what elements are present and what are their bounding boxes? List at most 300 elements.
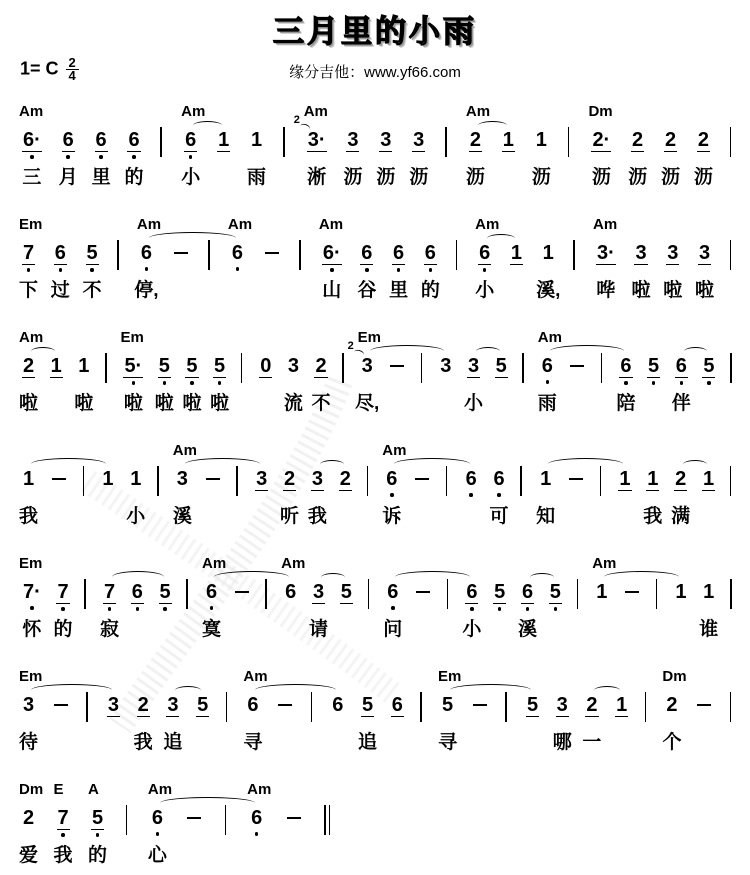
note-number: 3 (698, 242, 711, 264)
barline-mark (656, 579, 658, 609)
note-number: 6 (387, 581, 399, 603)
barline-mark (157, 466, 159, 496)
octave-dot (59, 268, 63, 272)
barline (299, 242, 303, 270)
note (196, 694, 209, 717)
note (702, 355, 715, 385)
note-number: 1 (218, 129, 230, 151)
note-number: 6 (393, 242, 405, 264)
chord-label: Am (19, 329, 44, 346)
slur-arc (193, 121, 222, 130)
dash-mark (54, 704, 68, 706)
note (311, 355, 331, 414)
barline (126, 807, 130, 835)
chord-label: Dm (588, 103, 613, 120)
chord-label: Am (382, 442, 407, 459)
lyric-syllable: 啦 (695, 280, 715, 301)
barline-mark (730, 692, 732, 722)
slur-arc (476, 347, 500, 356)
barline-mark (601, 353, 603, 383)
octave-dot (255, 832, 259, 836)
barline-mark (83, 466, 85, 496)
note-number: 5· (124, 355, 143, 377)
chord-label: Dm (662, 668, 687, 685)
note-number: 6 (251, 807, 263, 829)
barline-mark (299, 240, 301, 270)
barline (730, 355, 734, 383)
note-number: 1 (130, 468, 142, 490)
lyric-syllable: 月 (58, 167, 78, 188)
lyric-syllable: 我 (307, 506, 327, 527)
lyric-syllable: 小 (181, 167, 201, 188)
note-number: 6· (23, 129, 41, 151)
lyric-syllable: 三 (22, 167, 42, 188)
note-number: 5 (340, 581, 352, 603)
note-number: 5 (442, 694, 454, 716)
tie-arc (149, 232, 236, 244)
duration-dash (263, 242, 281, 254)
note (19, 468, 39, 527)
barline (83, 468, 87, 496)
note (107, 694, 120, 717)
note-number: 2 (469, 129, 481, 151)
barline (265, 581, 269, 609)
octave-dot (470, 607, 474, 611)
barline-mark (84, 579, 86, 609)
octave-dot (27, 268, 31, 272)
note-number: 6 (185, 129, 197, 151)
dash-mark (390, 365, 404, 367)
lyric-syllable: 沥 (409, 167, 429, 188)
octave-dot (30, 606, 34, 610)
notation-line (19, 442, 734, 527)
note-number: 2 (664, 129, 677, 151)
barline-mark (730, 579, 732, 609)
time-signature-numerator: 2 (68, 55, 76, 70)
final-barline (324, 807, 337, 835)
note-number: 6· (322, 242, 341, 264)
note-number: 5 (526, 694, 539, 716)
note-number: 7· (23, 581, 41, 603)
lyric-syllable: 谷 (357, 280, 377, 301)
note-number: 2 (23, 355, 35, 377)
chord-label: Am (475, 216, 500, 233)
meta-row (0, 55, 750, 89)
note-number: 6 (465, 468, 477, 490)
note (536, 242, 561, 301)
barline (226, 694, 230, 722)
chord-label: Dm (19, 781, 44, 798)
barline (730, 129, 734, 157)
chord-label: Am (172, 442, 197, 459)
note (618, 468, 631, 491)
note-number: 3 (667, 242, 679, 264)
chord-label: Am (318, 216, 344, 233)
chord-label: Em (357, 329, 381, 346)
lyric-syllable: 心 (147, 845, 167, 866)
lyric-syllable: 谁 (699, 619, 719, 640)
note (643, 468, 663, 527)
chord-label: Em (120, 329, 144, 346)
note-number: 6 (231, 242, 243, 264)
tie-arc (185, 458, 260, 470)
barline (84, 581, 88, 609)
barline-mark (730, 466, 732, 496)
lyric-syllable: 哗 (596, 280, 616, 301)
octave-dot (429, 268, 433, 272)
note-number: 1 (542, 242, 554, 264)
lyric-syllable: 里 (91, 167, 111, 188)
lyric-syllable: 的 (88, 845, 108, 866)
lyric-syllable: 寻 (243, 732, 263, 753)
note-number: 6 (285, 581, 297, 603)
barline-mark (117, 240, 119, 270)
note (549, 581, 562, 611)
note (357, 242, 377, 301)
lyric-syllable: 啦 (182, 393, 202, 414)
dash-mark (473, 704, 487, 706)
barline (105, 355, 109, 383)
note (347, 329, 381, 414)
note (537, 329, 562, 414)
lyric-syllable: 不 (311, 393, 331, 414)
note (172, 442, 197, 527)
lyric-syllable: 我 (133, 732, 153, 753)
dash-mark (569, 478, 583, 480)
lyric-syllable: 问 (383, 619, 403, 640)
lyric-syllable: 啦 (154, 393, 174, 414)
lyric-syllable: 尽, (355, 393, 380, 414)
note-number: 6 (620, 355, 632, 377)
note-number: 2 (632, 129, 644, 151)
barline-mark (445, 127, 447, 157)
lyric-syllable: 追 (358, 732, 378, 753)
chord-label: Am (303, 103, 328, 120)
dash-mark (235, 591, 249, 593)
octave-dot (526, 607, 530, 611)
note (247, 129, 267, 188)
octave-dot (330, 268, 334, 272)
note (389, 242, 409, 301)
note (307, 468, 327, 527)
note (663, 242, 683, 301)
barline-mark (265, 579, 267, 609)
barline (601, 355, 605, 383)
dash-mark (52, 478, 66, 480)
note (465, 103, 491, 188)
barline-mark (456, 240, 458, 270)
lyric-syllable: 满 (671, 506, 691, 527)
note (74, 355, 94, 414)
note-number: 5 (158, 355, 170, 377)
chord-label: Am (227, 216, 253, 233)
note (134, 216, 162, 301)
note (588, 103, 613, 188)
octave-dot (189, 155, 193, 159)
note-number: 1 (596, 581, 608, 603)
tie-arc (604, 571, 679, 583)
note-number: 2 (283, 468, 296, 490)
barline (730, 694, 734, 722)
note-number: 2 (339, 468, 351, 490)
notation-line (19, 555, 734, 640)
notation-line (19, 103, 734, 188)
octave-dot (236, 267, 240, 271)
note (50, 355, 63, 378)
note-number: 5 (494, 581, 506, 603)
lyric-syllable: 沥 (693, 167, 713, 188)
note (582, 694, 602, 753)
note (163, 694, 183, 753)
octave-dot (218, 381, 222, 385)
lyric-syllable: 可 (489, 506, 509, 527)
note (120, 329, 144, 414)
lyric-syllable: 雨 (247, 167, 267, 188)
note (383, 581, 403, 640)
lyric-syllable: 听 (280, 506, 300, 527)
note (510, 242, 523, 265)
note-number: 3· (597, 242, 615, 264)
note-number: 7 (57, 807, 69, 829)
tie-arc (31, 458, 106, 470)
note (702, 468, 715, 491)
slur-arc (31, 347, 55, 356)
token-row (19, 555, 734, 640)
barline-mark (505, 692, 507, 722)
lyric-syllable: 我 (19, 506, 39, 527)
note (420, 242, 440, 301)
note-number: 6 (128, 129, 140, 151)
chord-label: Am (147, 781, 173, 798)
note-number: 6 (493, 468, 505, 490)
note (126, 468, 146, 527)
note-number: 1 (647, 468, 659, 490)
lyric-syllable: 追 (163, 732, 183, 753)
barline (208, 242, 212, 270)
tie-arc (370, 345, 444, 357)
lyric-syllable: 里 (389, 280, 409, 301)
note (247, 781, 272, 836)
note (202, 555, 227, 640)
lyric-syllable: 停, (134, 280, 159, 301)
lyric-syllable: 沥 (376, 167, 396, 188)
note (439, 355, 452, 377)
note (281, 555, 306, 603)
duration-dash (695, 694, 713, 706)
note (628, 129, 648, 188)
lyric-syllable: 啦 (19, 393, 39, 414)
grace-note: 2 (293, 114, 300, 126)
note (358, 694, 378, 753)
note (674, 581, 687, 603)
note (339, 468, 352, 491)
slur-arc (684, 347, 707, 356)
barline-mark (105, 353, 107, 383)
note-number: 5 (495, 355, 507, 377)
lyric-syllable: 怀 (22, 619, 42, 640)
octave-dot (624, 381, 628, 385)
octave-dot (397, 268, 401, 272)
note-number: 3 (287, 355, 299, 377)
slur-arc (321, 573, 345, 582)
chord-label: A (88, 781, 99, 798)
tie-arc (548, 458, 623, 470)
note-number: 1 (102, 468, 114, 490)
notation-line (19, 216, 734, 301)
slur-arc (175, 686, 201, 695)
note-number: 5 (214, 355, 226, 377)
lyric-syllable: 请 (308, 619, 329, 640)
octave-dot (652, 381, 656, 385)
note (593, 216, 618, 301)
barline (600, 468, 604, 496)
octave-dot (96, 833, 100, 837)
note (99, 581, 120, 640)
note-number: 6 (466, 581, 478, 603)
note (19, 103, 44, 188)
octave-dot (210, 606, 214, 610)
barline (342, 355, 346, 383)
octave-dot (554, 607, 558, 611)
octave-dot (99, 155, 103, 159)
note (159, 581, 172, 611)
note (376, 129, 396, 188)
note (124, 129, 144, 188)
lyric-syllable: 的 (124, 167, 144, 188)
note (495, 355, 508, 378)
note-number: 6 (391, 694, 403, 716)
barline-mark (126, 805, 128, 835)
note (592, 555, 617, 603)
barline-mark (645, 692, 647, 722)
barline (311, 694, 315, 722)
octave-dot (546, 380, 550, 384)
token-row (19, 329, 734, 414)
lyric-syllable: 寞 (202, 619, 222, 640)
octave-dot (190, 381, 194, 385)
chord-label: Em (19, 555, 43, 572)
note-number: 6 (131, 581, 143, 603)
note-number: 3 (413, 129, 425, 151)
note (517, 581, 538, 640)
note-number: 5 (159, 581, 171, 603)
note (340, 581, 353, 604)
lyric-syllable: 的 (420, 280, 440, 301)
note (693, 129, 713, 188)
note-number: 1 (703, 581, 715, 603)
lyric-syllable: 下 (19, 280, 39, 301)
barline-mark (226, 692, 228, 722)
note (227, 216, 253, 271)
octave-dot (61, 607, 65, 611)
octave-dot (156, 832, 160, 836)
barline (86, 694, 90, 722)
note-number: 3 (635, 242, 647, 264)
slur-arc (683, 460, 707, 469)
dash-mark (625, 591, 639, 593)
barline (520, 468, 524, 496)
tie-arc (255, 684, 336, 696)
note (493, 581, 506, 611)
note (243, 668, 268, 753)
barline-mark (342, 353, 344, 383)
dash-mark (265, 252, 279, 254)
note (182, 355, 202, 414)
dash-mark (416, 591, 430, 593)
barline-mark (367, 466, 369, 496)
lyric-syllable: 的 (53, 619, 73, 640)
lyric-syllable: 溪, (536, 280, 561, 301)
time-signature-denominator: 4 (66, 69, 79, 82)
lyric-syllable: 小 (463, 393, 484, 414)
lyric-syllable: 溪 (172, 506, 192, 527)
lyric-syllable: 爱 (19, 845, 39, 866)
lyric-syllable: 一 (582, 732, 602, 753)
note (699, 581, 719, 640)
note-number: 7 (57, 581, 69, 603)
lyric-syllable: 待 (19, 732, 39, 753)
note-number: 3· (307, 129, 326, 151)
notation-line (19, 329, 734, 414)
chord-label: E (53, 781, 64, 798)
note (255, 468, 268, 491)
note (88, 781, 108, 866)
chord-label: Am (537, 329, 562, 346)
octave-dot (66, 155, 70, 159)
octave-dot (61, 833, 65, 837)
note-number: 3 (176, 468, 188, 490)
barline-mark (577, 579, 579, 609)
lyric-syllable: 沥 (591, 167, 611, 188)
note-number: 1 (50, 355, 62, 377)
barline (577, 581, 581, 609)
lyric-syllable: 沥 (628, 167, 648, 188)
octave-dot (365, 268, 369, 272)
chord-label: Am (593, 216, 618, 233)
note-number: 6 (386, 468, 398, 490)
note-number: 3 (312, 581, 325, 603)
note-number: 1 (616, 694, 628, 716)
barline (367, 468, 371, 496)
token-row (19, 103, 734, 188)
note (58, 129, 78, 188)
grace-note: 2 (347, 340, 354, 352)
note-number: 3 (361, 355, 373, 377)
note-number: 6 (424, 242, 436, 264)
note (382, 442, 407, 527)
dash-mark (287, 817, 301, 819)
lyric-syllable: 小 (462, 619, 482, 640)
note-number: 3 (23, 694, 35, 716)
note-number: 6 (140, 242, 152, 264)
barline-mark (311, 692, 313, 722)
note-number: 1 (619, 468, 631, 490)
note-number: 2 (23, 807, 35, 829)
lyric-syllable: 寂 (99, 619, 120, 640)
note (82, 242, 102, 301)
barline (186, 581, 190, 609)
octave-dot (163, 381, 167, 385)
note (695, 242, 715, 301)
note (475, 216, 500, 301)
note-number: 5 (186, 355, 198, 377)
note-number: 6 (151, 807, 163, 829)
note-number: 1 (78, 355, 90, 377)
note (91, 129, 111, 188)
notation-line (19, 781, 337, 866)
slur-arc (320, 460, 344, 469)
note (661, 129, 681, 188)
